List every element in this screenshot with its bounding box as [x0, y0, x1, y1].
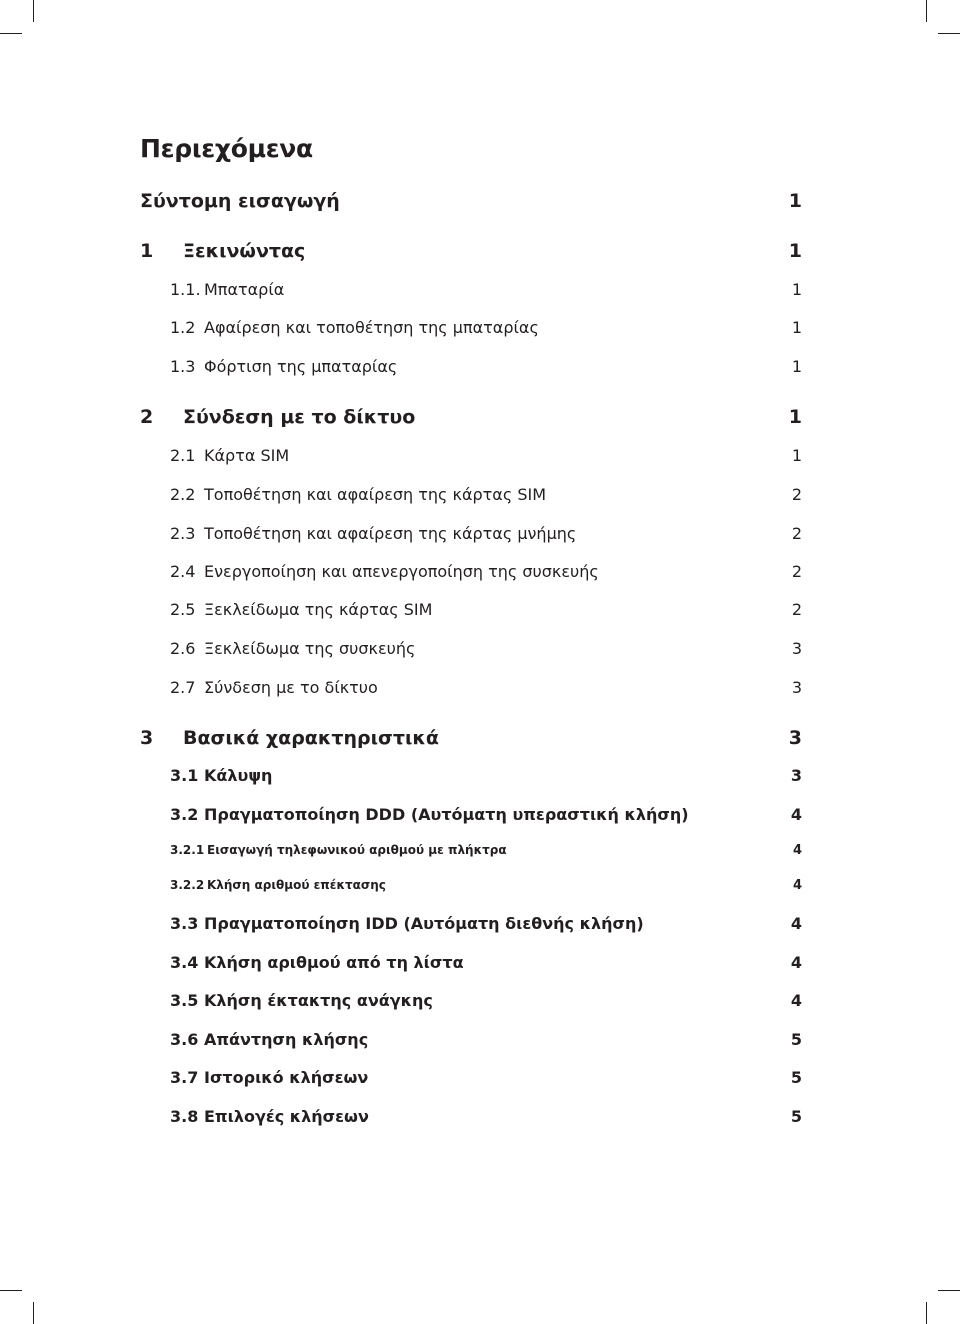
toc-entry-number: 3.3	[170, 914, 199, 933]
toc-entry[interactable]	[0, 190, 960, 214]
toc-entry-page-number: 4	[792, 878, 802, 893]
toc-entry[interactable]	[0, 318, 960, 342]
toc-entry-label: Ιστορικό κλήσεων	[204, 1068, 369, 1087]
toc-entry-page-number: 1	[788, 240, 802, 262]
toc-entry-number: 3	[140, 727, 154, 749]
toc-entry-page-number: 1	[788, 406, 802, 428]
toc-entry-page-number: 3	[788, 727, 802, 749]
toc-entry-number: 2.4	[170, 562, 196, 581]
toc-entry-page-number: 4	[790, 805, 802, 824]
toc-entry-number: 3.4	[170, 953, 199, 972]
toc-entry-page-number: 5	[790, 1030, 802, 1049]
toc-entry-number: 3.8	[170, 1107, 199, 1126]
toc-entry-page-number: 1	[791, 446, 802, 465]
toc-entry-label: Φόρτιση της μπαταρίας	[204, 357, 398, 376]
toc-entry-number: 3.2	[170, 805, 199, 824]
toc-entry-label: Πραγματοποίηση DDD (Αυτόματη υπεραστική κλήση)	[204, 805, 689, 824]
toc-entry-label: Σύνδεση με το δίκτυο	[183, 406, 416, 428]
toc-entry-label: Αφαίρεση και τοποθέτηση της μπαταρίας	[204, 318, 539, 337]
toc-entry[interactable]	[0, 991, 960, 1015]
toc-entry-number: 3.5	[170, 991, 199, 1010]
toc-entry-page-number: 1	[791, 357, 802, 376]
toc-entry-label: Τοποθέτηση και αφαίρεση της κάρτας SIM	[204, 485, 546, 504]
toc-entry-page-number: 1	[788, 190, 802, 212]
toc-entry-page-number: 2	[791, 485, 802, 504]
toc-entry-number: 2.1	[170, 446, 196, 465]
toc-entry[interactable]	[0, 357, 960, 381]
toc-entry-page-number: 5	[790, 1107, 802, 1126]
page-title: Περιεχόμενα	[140, 134, 313, 163]
toc-entry-label: Εισαγωγή τηλεφωνικού αριθμού με πλήκτρα	[207, 843, 507, 857]
toc-entry-page-number: 4	[790, 991, 802, 1010]
toc-entry-label: Τοποθέτηση και αφαίρεση της κάρτας μνήμης	[204, 524, 577, 543]
toc-entry-number: 1.2	[170, 318, 196, 337]
toc-entry-page-number: 4	[790, 914, 802, 933]
toc-entry-page-number: 5	[790, 1068, 802, 1087]
toc-entry[interactable]	[0, 562, 960, 586]
toc-entry[interactable]	[0, 406, 960, 430]
toc-entry[interactable]	[0, 1068, 960, 1092]
toc-entry-label: Ξεκινώντας	[183, 240, 306, 262]
toc-entry-label: Κλήση αριθμού επέκτασης	[207, 878, 386, 892]
toc-entry-label: Πραγματοποίηση IDD (Αυτόματη διεθνής κλήση)	[204, 914, 644, 933]
toc-entry[interactable]	[0, 524, 960, 548]
toc-entry-label: Μπαταρία	[204, 280, 285, 299]
toc-entry[interactable]	[0, 280, 960, 304]
toc-entry[interactable]	[0, 600, 960, 624]
toc-entry[interactable]	[0, 953, 960, 977]
toc-entry-page-number: 1	[791, 280, 802, 299]
toc-entry[interactable]	[0, 240, 960, 264]
toc-entry[interactable]	[0, 878, 960, 902]
toc-entry[interactable]	[0, 639, 960, 663]
toc-entry[interactable]	[0, 1030, 960, 1054]
toc-entry-page-number: 3	[791, 639, 802, 658]
toc-entry-number: 3.1	[170, 766, 199, 785]
toc-entry-number: 2.5	[170, 600, 196, 619]
toc-entry[interactable]	[0, 805, 960, 829]
toc-entry-label: Κάλυψη	[204, 766, 273, 785]
toc-entry-number: 3.6	[170, 1030, 199, 1049]
toc-entry-number: 1.1.	[170, 280, 201, 299]
toc-entry-label: Σύντομη εισαγωγή	[140, 190, 340, 212]
toc-entry[interactable]	[0, 485, 960, 509]
toc-entry[interactable]	[0, 1107, 960, 1131]
toc-entry-page-number: 4	[790, 953, 802, 972]
toc-entry[interactable]	[0, 766, 960, 790]
toc-entry-number: 2.7	[170, 678, 196, 697]
toc-entry-number: 3.7	[170, 1068, 199, 1087]
toc-entry-label: Ενεργοποίηση και απενεργοποίηση της συσκευής	[204, 562, 599, 581]
toc-entry-page-number: 2	[791, 524, 802, 543]
toc-entry-number: 2.6	[170, 639, 196, 658]
toc-entry-label: Επιλογές κλήσεων	[204, 1107, 369, 1126]
toc-entry[interactable]	[0, 446, 960, 470]
toc-entry-number: 2	[140, 406, 154, 428]
toc-entry[interactable]	[0, 678, 960, 702]
toc-entry[interactable]	[0, 843, 960, 867]
toc-entry-page-number: 2	[791, 600, 802, 619]
toc-entry-page-number: 2	[791, 562, 802, 581]
toc-entry-number: 3.2.1	[170, 843, 205, 857]
toc-entry-number: 2.2	[170, 485, 196, 504]
toc-entry-number: 2.3	[170, 524, 196, 543]
toc-entry-number: 1	[140, 240, 154, 262]
toc-entry-page-number: 3	[791, 678, 802, 697]
toc-entry-page-number: 4	[792, 843, 802, 858]
toc-entry-page-number: 1	[791, 318, 802, 337]
toc-entry-number: 1.3	[170, 357, 196, 376]
toc-entry-label: Κλήση έκτακτης ανάγκης	[204, 991, 433, 1010]
toc-entry-label: Απάντηση κλήσης	[204, 1030, 369, 1049]
toc-entry-label: Ξεκλείδωμα της συσκευής	[204, 639, 416, 658]
toc-entry-label: Κάρτα SIM	[204, 446, 290, 465]
toc-entry-label: Σύνδεση με το δίκτυο	[204, 678, 378, 697]
toc-entry-page-number: 3	[790, 766, 802, 785]
toc-entry-number: 3.2.2	[170, 878, 205, 892]
toc-entry[interactable]	[0, 914, 960, 938]
toc-entry[interactable]	[0, 727, 960, 751]
toc-entry-label: Βασικά χαρακτηριστικά	[183, 727, 439, 749]
toc-entry-label: Ξεκλείδωμα της κάρτας SIM	[204, 600, 433, 619]
toc-entry-label: Κλήση αριθμού από τη λίστα	[204, 953, 464, 972]
